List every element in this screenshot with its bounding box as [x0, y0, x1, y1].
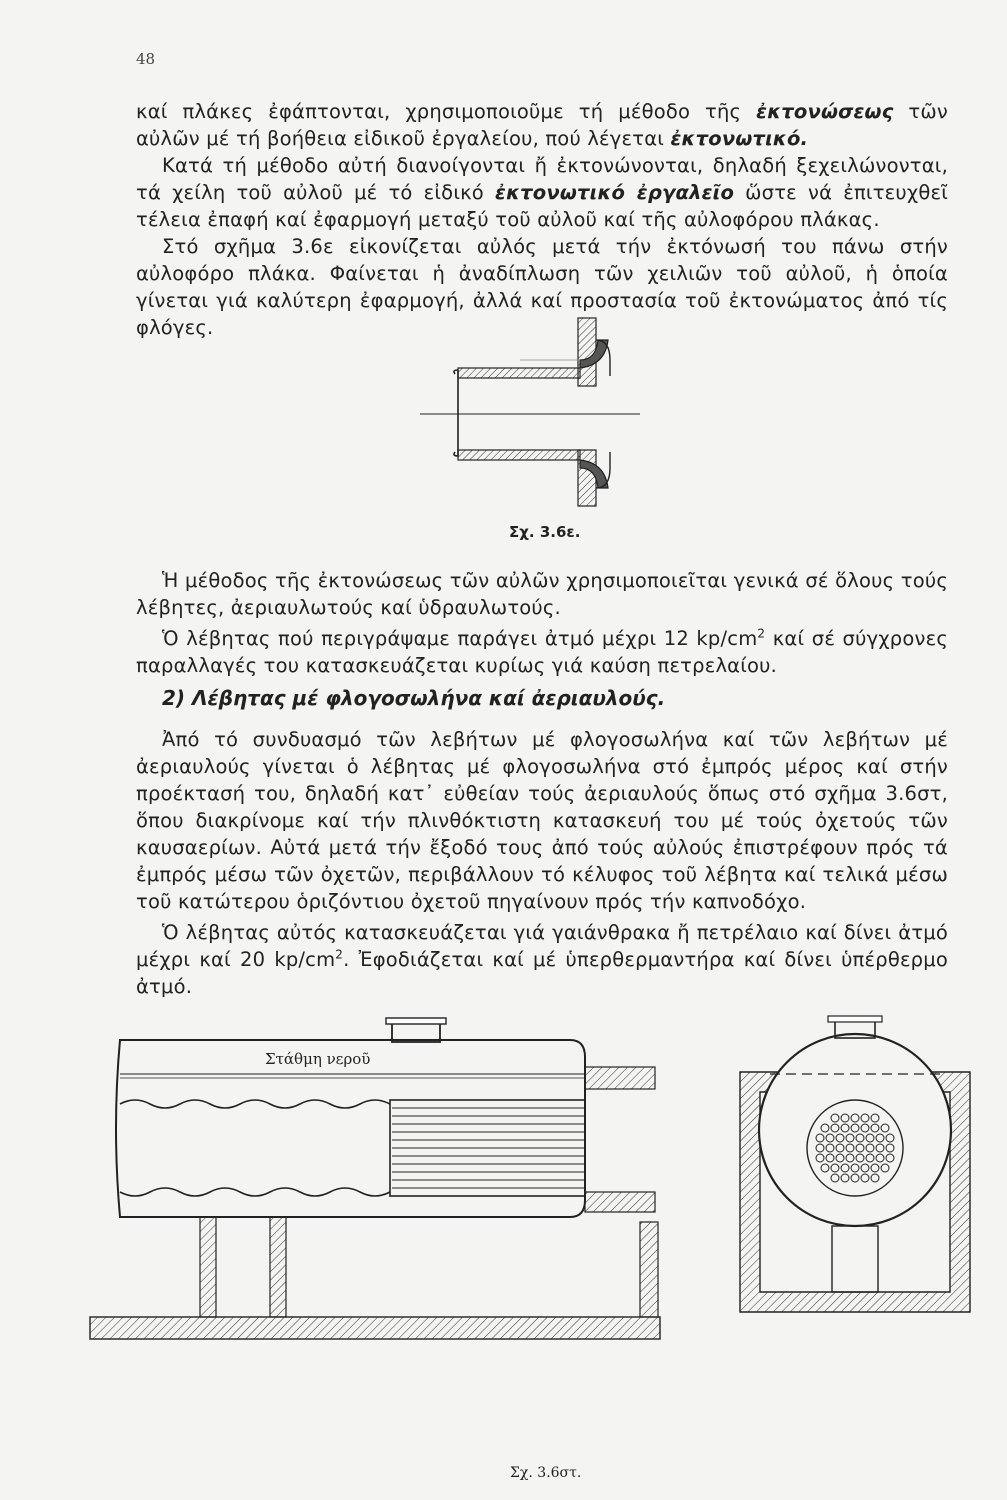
section-heading: 2) Λέβητας μέ φλογοσωλήνα καί ἀεριαυλούς. — [162, 686, 666, 710]
paragraph-1: καί πλάκες ἐφάπτονται, χρησιμοποιοῦμε τή μέθοδο τῆς ἐκτονώσεως τῶν αὐλῶν μέ τή βοήθεια εἰδικοῦ ἐργαλείου, πού λέγεται ἐκτονωτικό. Κατά τή μέθοδο αὐτή διανοίγονται ἤ ἐκτονώνονται, δηλαδή ξεχειλώνονται, τά χείλη τοῦ αὐλοῦ μέ τό εἰδικό ἐκτονωτικό ἐργαλεῖο ὥστε νά ἐπιτευχθεῖ τέλεια ἐπαφή καί ἐφαρμογή μεταξύ τοῦ αὐλοῦ καί τῆς αὐλοφόρου πλάκας. Στό σχῆμα 3.6ε εἰκονίζεται αὐλός μετά τήν ἐκτόνωσή του πάνω στήν αὐλοφόρο πλάκα. Φαίνεται ἡ ἀναδίπλωση τῶν χειλιῶν τοῦ αὐλοῦ, ἡ ὁποία γίνεται γιά καλύτερη ἐφαρμογή, ἀλλά καί προστασία τοῦ ἐκτονώματος ἀπό τίς φλόγες. — [136, 100, 948, 339]
paragraph-6: Ἀπό τό συνδυασμό τῶν λεβήτων μέ φλογοσωλήνα καί τῶν λεβήτων μέ ἀεριαυλούς γίνεται ὁ λέβητας μέ φλογοσωλήνα στό ἐμπρός μέρος καί στήν προέκτασή του, δηλαδή κατ᾿ εὐθείαν τούς ἀεριαυλούς ὅπως στό σχῆμα 3.6στ, ὅπου διακρίνομε καί τήν πλινθόκτιστη κατασκευή του μέ τούς ὀχετούς τῶν καυσαερίων. Αὐτά μετά τήν ἔξοδό τους ἀπό τούς αὐλούς ἐπιστρέφουν πρός τά ἐμπρός μέσω τῶν ὀχετῶν, περιβάλλουν τό κέλυφος τοῦ λέβητα καί τελικά μέσω τοῦ κατώτερου ὁριζόντιου ὀχετοῦ πηγαίνουν πρός τήν καπνοδόχο. — [136, 728, 948, 913]
figure-boiler-diagram — [80, 1012, 990, 1452]
figure-tube-flare — [400, 310, 670, 510]
figure-1-caption: Σχ. 3.6ε. — [509, 523, 581, 541]
paragraph-7: Ὁ λέβητας αὐτός κατασκευάζεται γιά γαιάνθρακα ἤ πετρέλαιο καί δίνει ἀτμό μέχρι καί 20 $kp/cm^2$. Ἐφοδιάζεται καί μέ ὑπερθερμαντήρα καί δίνει ὑπέρθερμο ἀτμό. — [136, 921, 949, 998]
water-level-label: Στάθμη νεροῦ — [265, 1050, 371, 1068]
boiler-end-view — [740, 1016, 970, 1312]
paragraph-2: Κατά τή μέθοδο αὐτή διανοίγονται ἤ ἐκτονώνονται, δηλαδή ξεχειλώνονται, τά χείλη τοῦ αὐλοῦ μέ τό εἰδικό ἐκτονωτικό ἐργαλεῖο ὥστε νά ἐπιτευχθεῖ τέλεια ἐπαφή καί ἐφαρμογή μεταξύ τοῦ αὐλοῦ καί τῆς αὐλοφόρου πλάκας. — [136, 154, 948, 231]
paragraph-4: Ἡ μέθοδος τῆς ἐκτονώσεως τῶν αὐλῶν χρησιμοποιεῖται γενικά σέ ὅλους τούς λέβητες, ἀεριαυλωτούς καί ὑδραυλωτούς. — [136, 569, 948, 619]
paragraph-6-7 — [136, 726, 948, 1000]
paragraph-3: Στό σχῆμα 3.6ε εἰκονίζεται αὐλός μετά τήν ἐκτόνωσή του πάνω στήν αὐλοφόρο πλάκα. Φαίνεται ἡ ἀναδίπλωση τῶν χειλιῶν τοῦ αὐλοῦ, ἡ ὁποία γίνεται γιά καλύτερη ἐφαρμογή, ἀλλά καί προστασία τοῦ ἐκτονώματος ἀπό τίς φλόγες. — [136, 235, 948, 339]
paragraph-4-5 — [136, 567, 948, 679]
paragraph-5: Ὁ λέβητας πού περιγράψαμε παράγει ἀτμό μέχρι 12 $kp/cm^2$ καί σέ σύγχρονες παραλλαγές του κατασκευάζεται κυρίως γιά καύση πετρελαίου. — [136, 626, 948, 677]
figure-2-caption: Σχ. 3.6στ. — [510, 1465, 582, 1481]
page-number: 48 — [136, 50, 156, 68]
